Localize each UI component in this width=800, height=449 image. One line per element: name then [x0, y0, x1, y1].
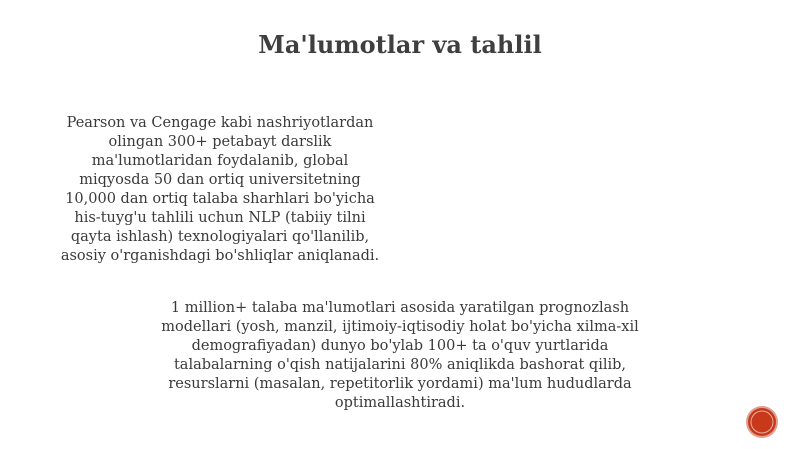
next-slide-button[interactable]	[748, 408, 776, 436]
slide-title: Ma'lumotlar va tahlil	[258, 30, 542, 59]
paragraph-nlp-analysis: Pearson va Cengage kabi nashriyotlardan olingan 300+ petabayt darslik ma'lumotlaridan foydalanib, global miqyosda 50 dan ortiq universitetning 10,000 dan ortiq talaba sharhlari bo'yicha his-tuyg'u tahlili uchun NLP (tabiiy tilni qayta ishlash) texnologiyalari qo'llanilib, asosiy o'rganishdagi bo'shliqlar aniqlanadi.	[60, 115, 380, 264]
paragraph-prediction-models: 1 million+ talaba ma'lumotlari asosida yaratilgan prognozlash modellari (yosh, manzil, ijtimoiy-iqtisodiy holat bo'yicha xilma-xil demografiyadan) dunyo bo'ylab 100+ ta o'quv yurtlarida talabalarning o'qish natijalarini 80% aniqlikda bashorat qilib, resurslarni (masalan, repetitorlik yordami) ma'lum hududlarda optimallashtiradi.	[161, 300, 639, 411]
chevron-right-icon	[748, 408, 776, 436]
